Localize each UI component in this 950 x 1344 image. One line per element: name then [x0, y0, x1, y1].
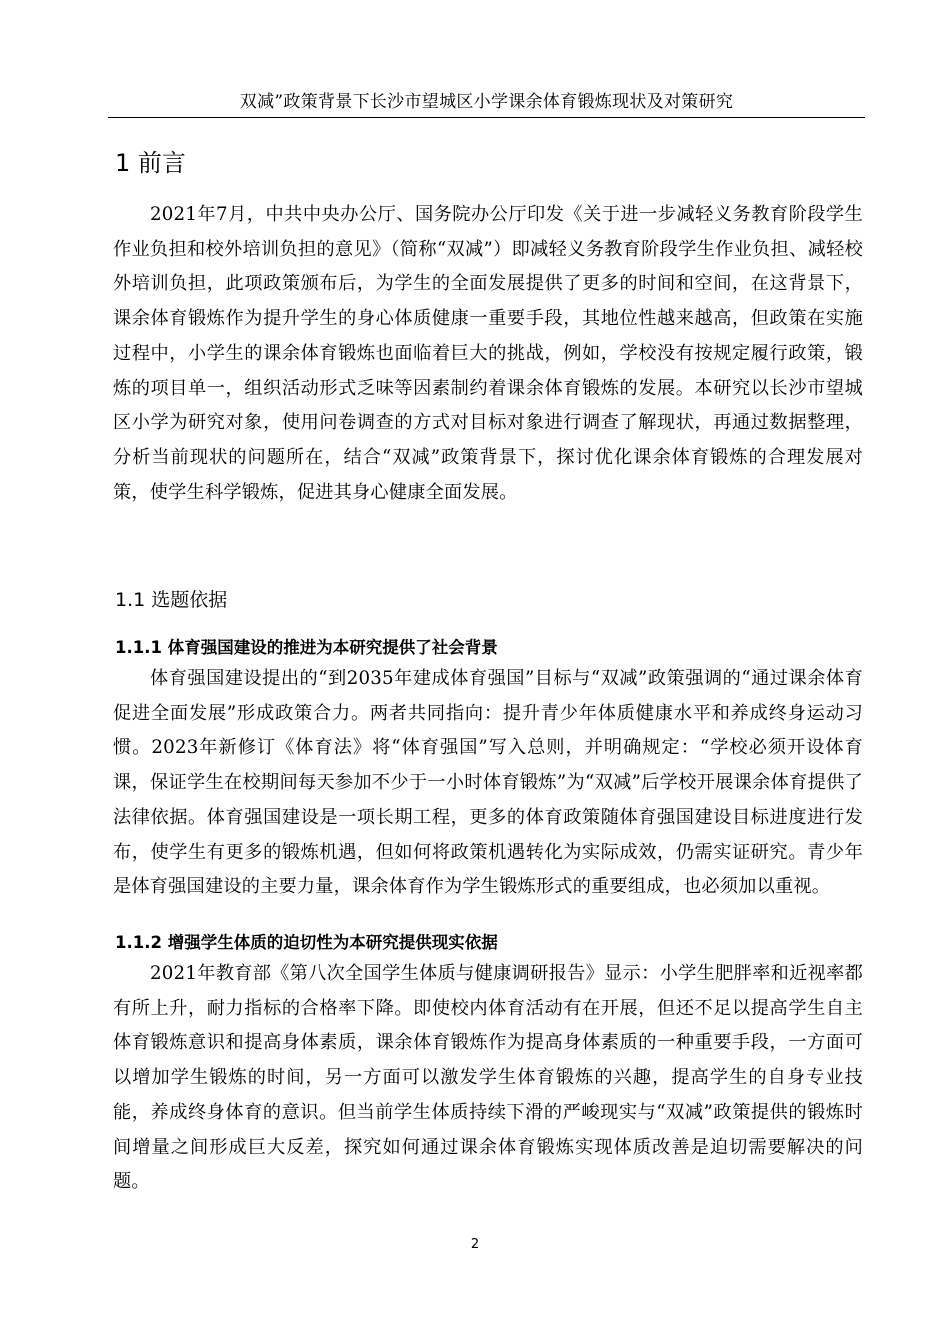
section-heading-1: 1 前言	[115, 149, 186, 177]
paragraph-1-1-2: 2021年教育部《第八次全国学生体质与健康调研报告》显示：小学生肥胖率和近视率都有所上升，耐力指标的合格率下降。即使校内体育活动有在开展，但还不足以提高学生自主体育锻炼意识和提高身体素质，课余体育锻炼作为提高身体素质的一种重要手段，一方面可以增加学生锻炼的时间，另一方面可以激发学生体育锻炼的兴趣，提高学生的自身专业技能，养成终身体育的意识。但当前学生体质持续下滑的严峻现实与“双减”政策提供的锻炼时间增量之间形成巨大反差，探究如何通过课余体育锻炼实现体质改善是迫切需要解决的问题。	[113, 963, 863, 1193]
paragraph-1-1-1: 体育强国建设提出的“到2035年建成体育强国”目标与“双减”政策强调的“通过课余体育促进全面发展”形成政策合力。两者共同指向：提升青少年体质健康水平和养成终身运动习惯。2023年新修订《体育法》将“体育强国”写入总则，并明确规定：“学校必须开设体育课，保证学生在校期间每天参加不少于一小时体育锻炼”为“双减”后学校开展课余体育提供了法律依据。体育强国建设是一项长期工程，更多的体育政策随体育强国建设目标进度进行发布，使学生有更多的锻炼机遇，但如何将政策机遇转化为实际成效，仍需实证研究。青少年是体育强国建设的主要力量，课余体育作为学生锻炼形式的重要组成，也必须加以重视。	[113, 668, 863, 898]
running-header: 双减”政策背景下长沙市望城区小学课余体育锻炼现状及对策研究	[239, 92, 734, 112]
page-number: 2	[470, 1237, 480, 1252]
section-heading-1-1-1: 1.1.1 体育强国建设的推进为本研究提供了社会背景	[115, 638, 498, 657]
section-heading-1-1: 1.1 选题依据	[115, 589, 228, 611]
section-heading-1-1-2: 1.1.2 增强学生体质的迫切性为本研究提供现实依据	[115, 933, 498, 952]
intro-paragraph: 2021年7月，中共中央办公厅、国务院办公厅印发《关于进一步减轻义务教育阶段学生作业负担和校外培训负担的意见》（简称“双减”）即减轻义务教育阶段学生作业负担、减轻校外培训负担，此项政策颁布后，为学生的全面发展提供了更多的时间和空间，在这背景下，课余体育锻炼作为提升学生的身心体质健康一重要手段，其地位性越来越高，但政策在实施过程中，小学生的课余体育锻炼也面临着巨大的挑战，例如，学校没有按规定履行政策，锻炼的项目单一，组织活动形式乏味等因素制约着课余体育锻炼的发展。本研究以长沙市望城区小学为研究对象，使用问卷调查的方式对目标对象进行调查了解现状，再通过数据整理，分析当前现状的问题所在，结合“双减”政策背景下，探讨优化课余体育锻炼的合理发展对策，使学生科学锻炼，促进其身心健康全面发展。	[113, 204, 863, 503]
header-divider	[108, 117, 865, 118]
